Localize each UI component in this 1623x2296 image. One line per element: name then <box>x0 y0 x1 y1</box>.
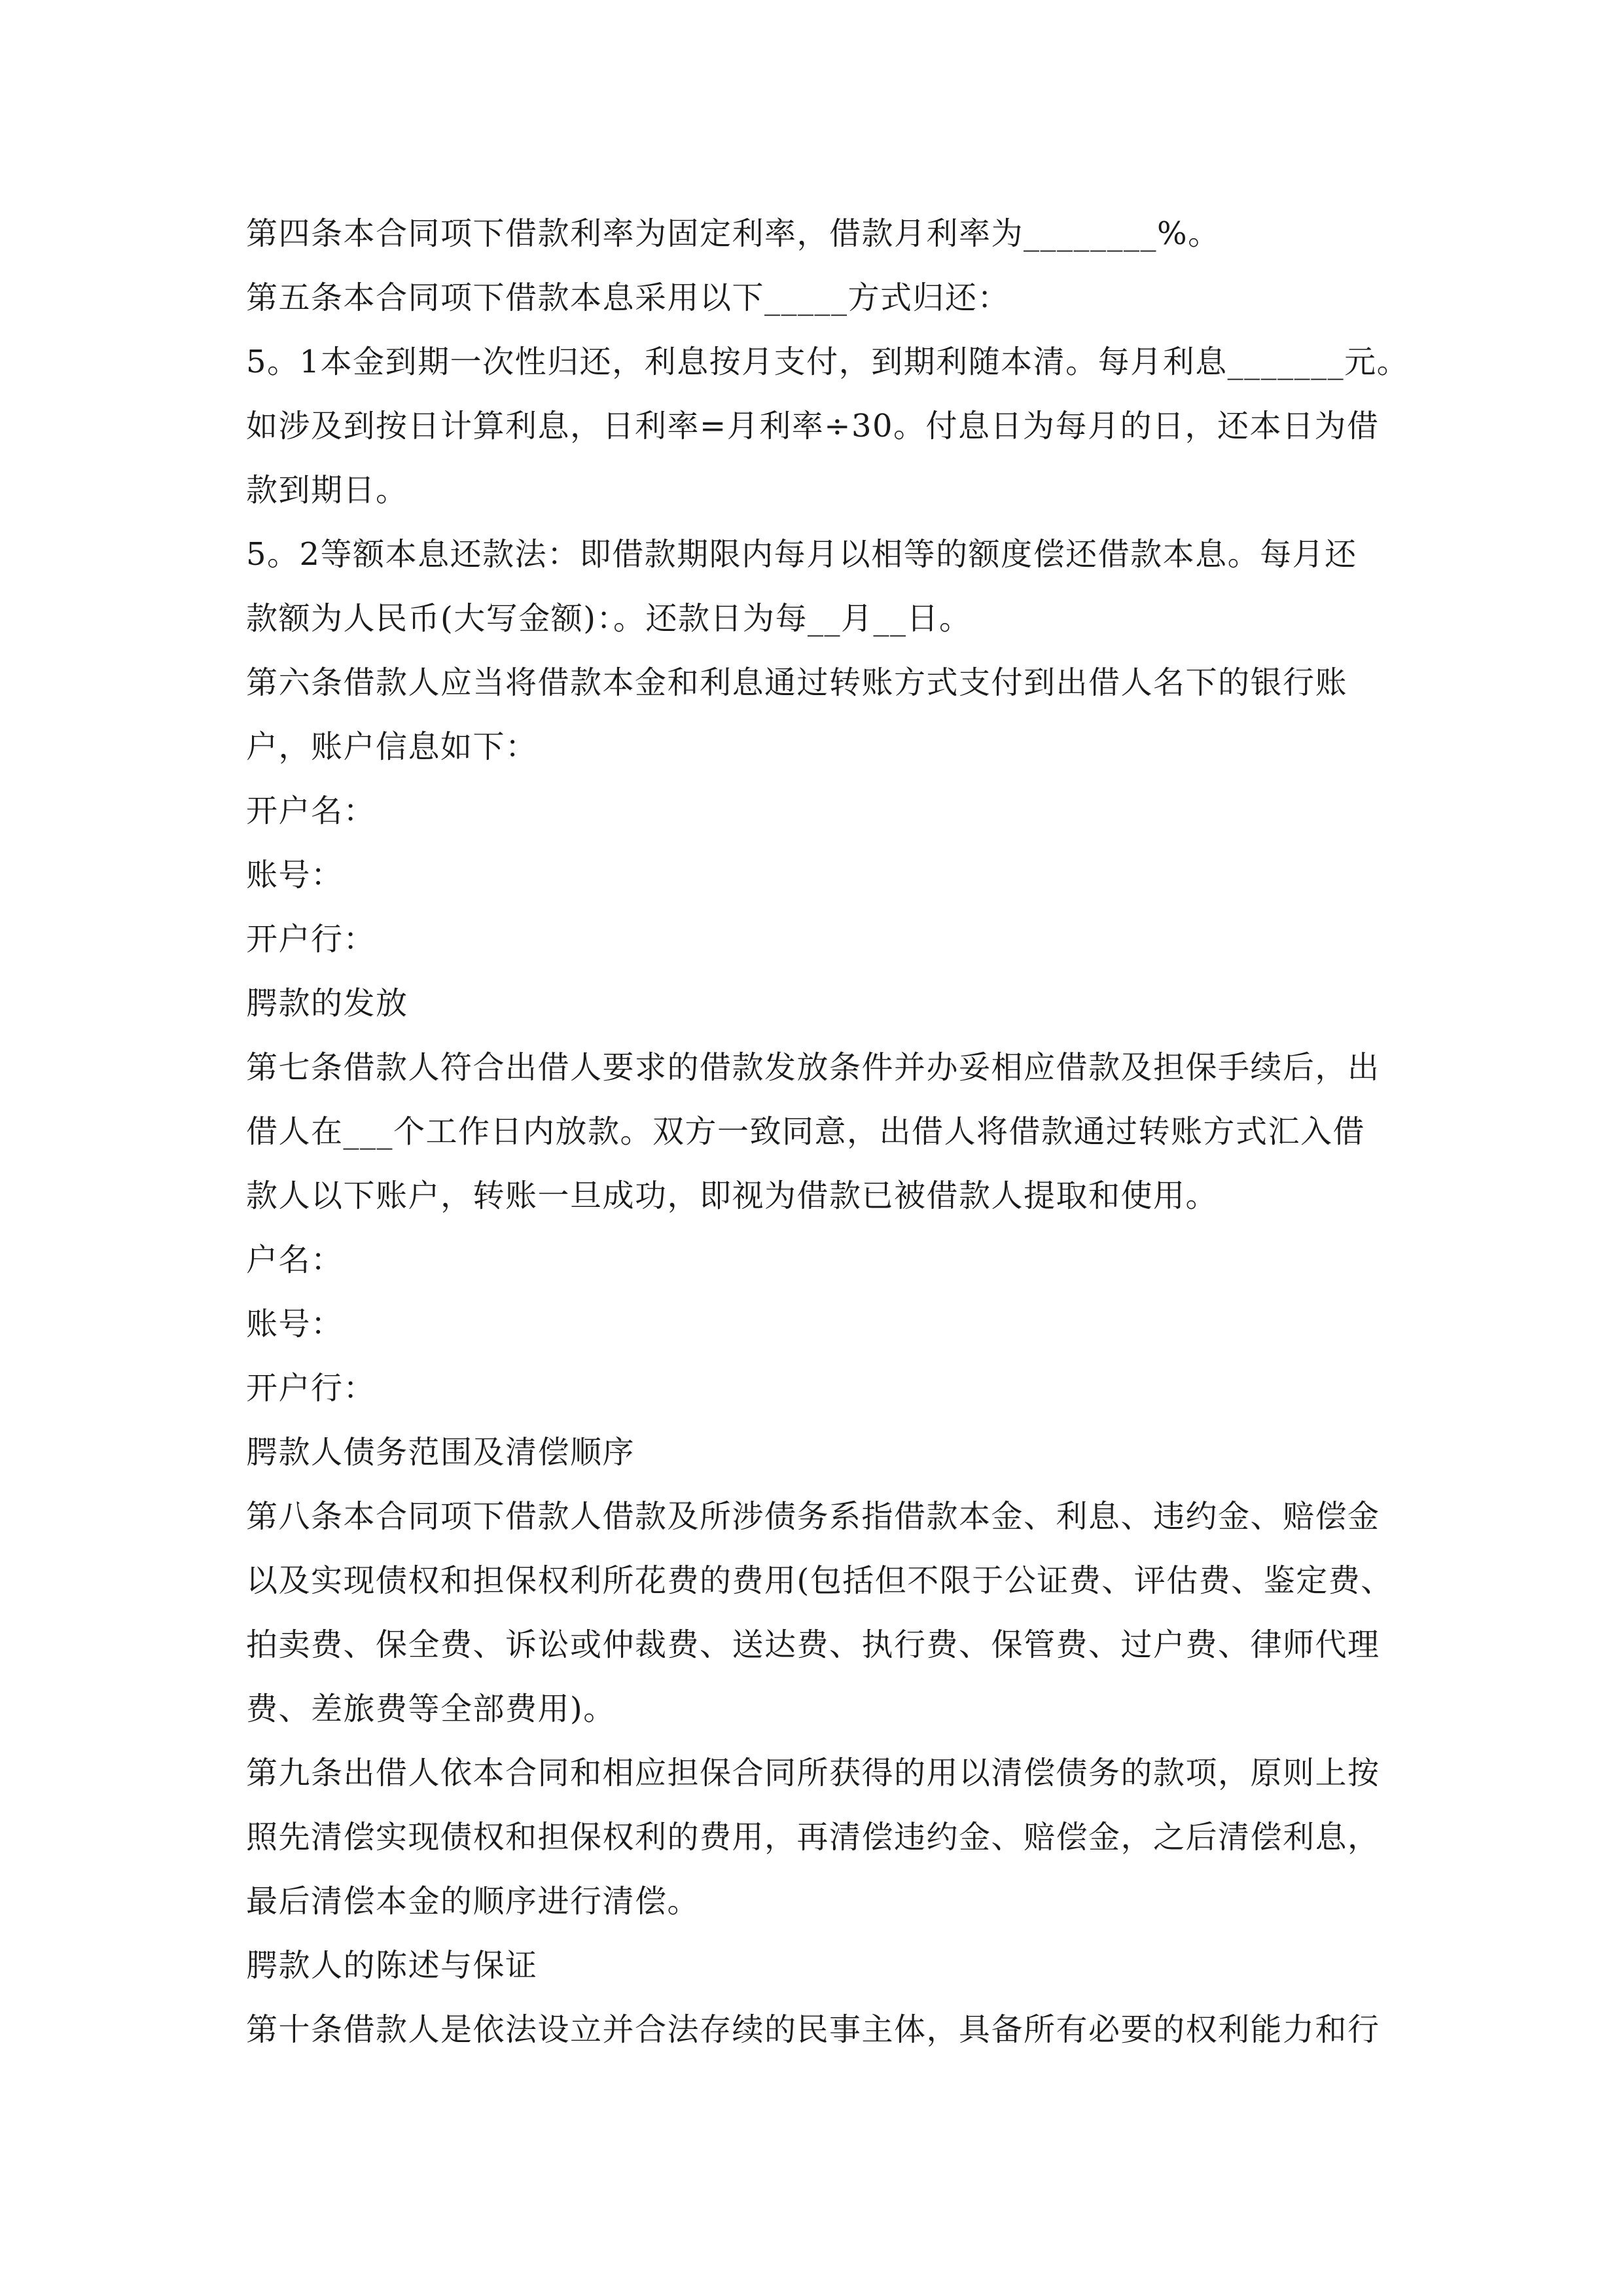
section-heading-debt-scope: 腭款人债务范围及清偿顺序 <box>246 1434 635 1471</box>
article-8-line-2: 以及实现债权和担保权利所花费的费用(包括但不限于公证费、评估费、鉴定费、 <box>246 1562 1393 1599</box>
article-9-line-3: 最后清偿本金的顺序进行清偿。 <box>246 1883 700 1920</box>
article-8-line-1: 第八条本合同项下借款人借款及所涉债务系指借款本金、利息、违约金、赔偿金 <box>246 1498 1380 1535</box>
article-5-repayment-method: 第五条本合同项下借款本息采用以下_____方式归还： <box>246 279 1010 316</box>
article-6-line-1: 第六条借款人应当将借款本金和利息通过转账方式支付到出借人名下的银行账 <box>246 664 1348 701</box>
article-4-interest-rate: 第四条本合同项下借款利率为固定利率，借款月利率为________%。 <box>246 215 1221 252</box>
article-7-line-3: 款人以下账户，转账一旦成功，即视为借款已被借款人提取和使用。 <box>246 1177 1219 1214</box>
lender-account-bank: 开户行： <box>246 921 376 958</box>
lender-account-number: 账号： <box>246 857 344 893</box>
section-heading-representations: 腭款人的陈述与保证 <box>246 1947 538 1984</box>
borrower-account-bank: 开户行： <box>246 1370 376 1407</box>
section-heading-loan-disbursement: 腭款的发放 <box>246 985 408 1022</box>
clause-5-2-line-1: 5。2等额本息还款法：即借款期限内每月以相等的额度偿还借款本息。每月还 <box>246 536 1357 573</box>
borrower-account-name: 户名： <box>246 1242 344 1278</box>
article-10-line-1: 第十条借款人是依法设立并合法存续的民事主体，具备所有必要的权利能力和行 <box>246 2011 1380 2048</box>
article-7-line-1: 第七条借款人符合出借人要求的借款发放条件并办妥相应借款及担保手续后，出 <box>246 1049 1380 1086</box>
lender-account-name: 开户名： <box>246 793 376 829</box>
article-8-line-3: 拍卖费、保全费、诉讼或仲裁费、送达费、执行费、保管费、过户费、律师代理 <box>246 1626 1380 1663</box>
document-body <box>246 202 1410 2062</box>
article-9-line-2: 照先清偿实现债权和担保权利的费用，再清偿违约金、赔偿金，之后清偿利息， <box>246 1819 1380 1856</box>
article-8-line-4: 费、差旅费等全部费用)。 <box>246 1691 616 1727</box>
borrower-account-number: 账号： <box>246 1306 344 1342</box>
clause-5-1-line-1: 5。1本金到期一次性归还，利息按月支付，到期利随本清。每月利息_______元。 <box>246 344 1410 380</box>
article-7-line-2: 借人在___个工作日内放款。双方一致同意，出借人将借款通过转账方式汇入借 <box>246 1113 1366 1150</box>
clause-5-1-line-3: 款到期日。 <box>246 472 408 509</box>
article-9-line-1: 第九条出借人依本合同和相应担保合同所获得的用以清偿债务的款项，原则上按 <box>246 1755 1380 1791</box>
clause-5-1-line-2: 如涉及到按日计算利息，日利率=月利率÷30。付息日为每月的日，还本日为借 <box>246 408 1380 444</box>
article-6-line-2: 户，账户信息如下： <box>246 728 538 765</box>
clause-5-2-line-2: 款额为人民币(大写金额)：。还款日为每__月__日。 <box>246 600 972 637</box>
